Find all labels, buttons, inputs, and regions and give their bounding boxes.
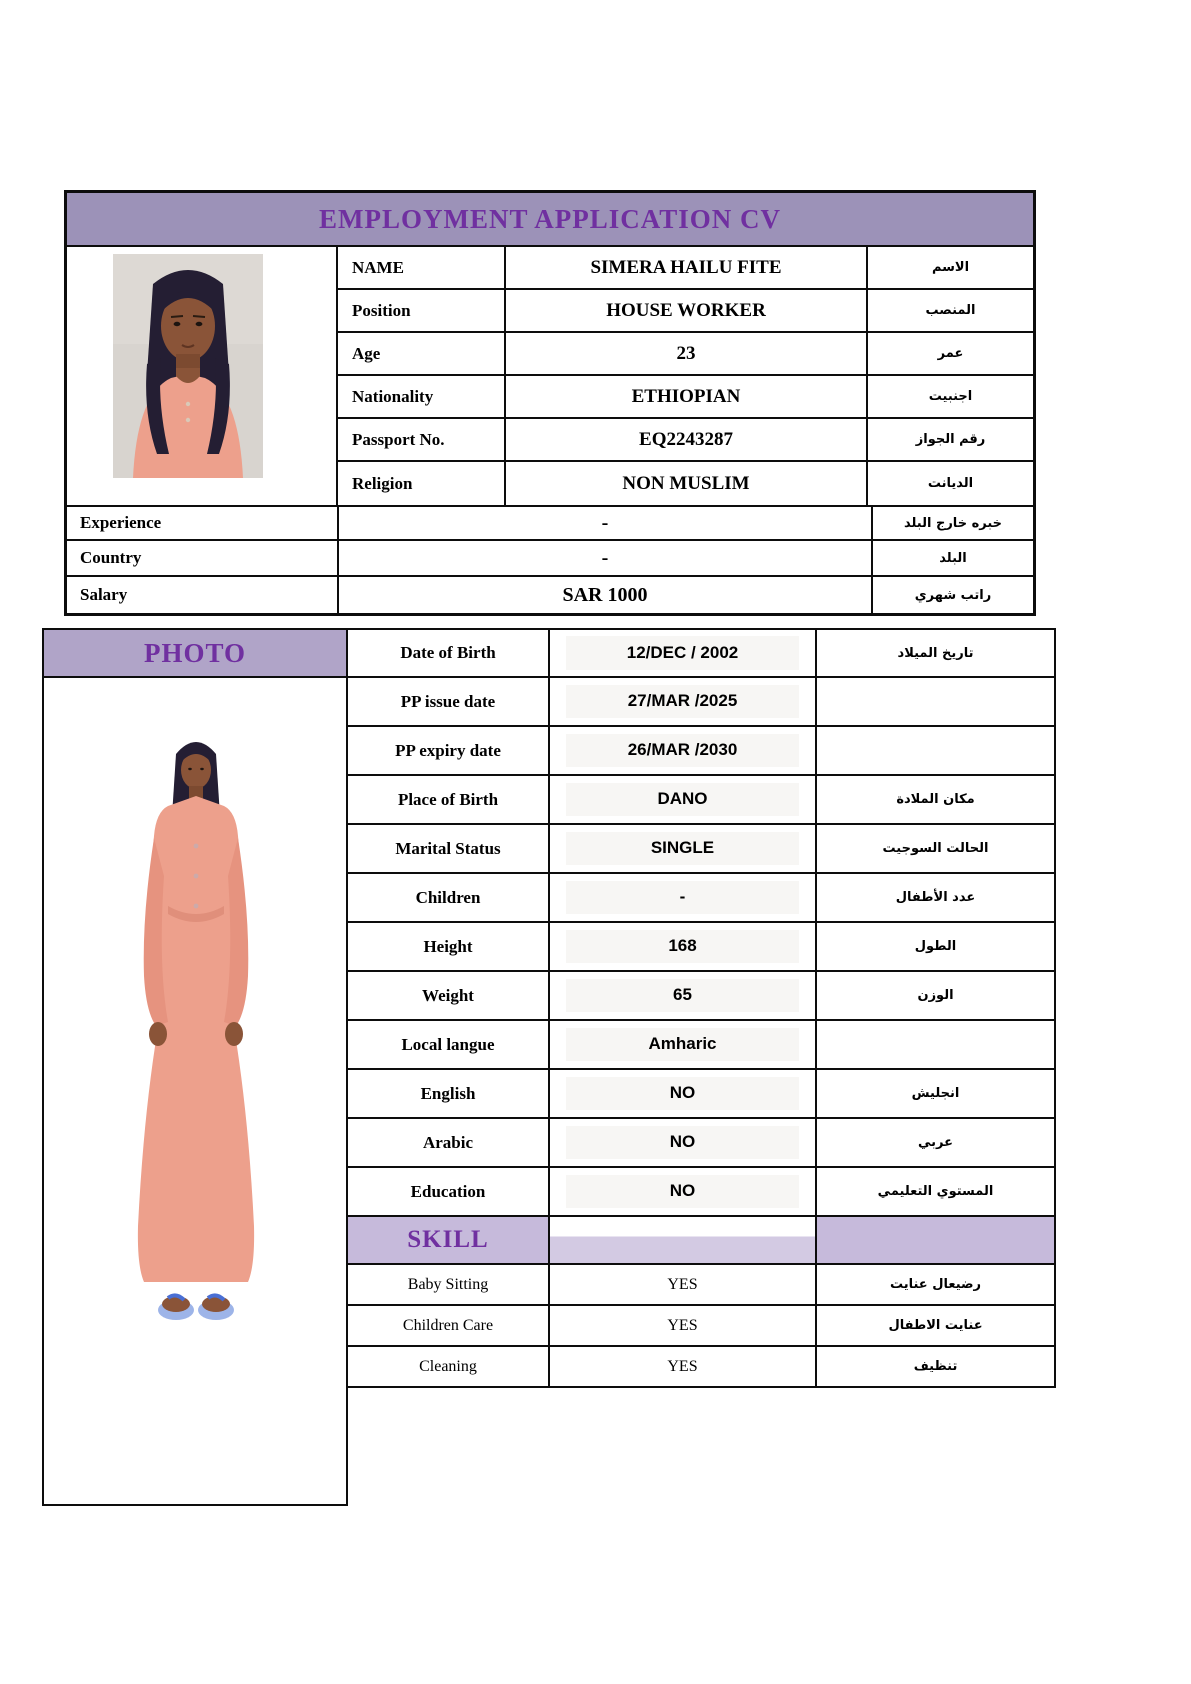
dob-value: 12/DEC / 2002 bbox=[550, 630, 817, 676]
table-row bbox=[348, 923, 1054, 972]
table-row bbox=[338, 376, 1033, 419]
passport-label-arabic: رقم الجواز bbox=[915, 432, 986, 447]
marital-label: Marital Status bbox=[348, 825, 550, 872]
table-row bbox=[348, 678, 1054, 727]
name-label-arabic: الاسم bbox=[931, 260, 970, 275]
table-row bbox=[348, 1119, 1054, 1168]
pp-expiry-label-arabic bbox=[817, 727, 1054, 774]
table-row bbox=[348, 1021, 1054, 1070]
salary-label: Salary bbox=[67, 577, 339, 613]
height-value: 168 bbox=[550, 923, 817, 970]
english-value: NO bbox=[550, 1070, 817, 1117]
arabic-language-label: Arabic bbox=[348, 1119, 550, 1166]
photo-section-header: PHOTO bbox=[42, 628, 348, 678]
birthplace-label: Place of Birth bbox=[348, 776, 550, 823]
baby-sitting-label-arabic: رضيعال عنايت bbox=[889, 1277, 982, 1292]
religion-value: NON MUSLIM bbox=[506, 462, 868, 505]
passport-value: EQ2243287 bbox=[506, 419, 868, 460]
portrait-photo-cell bbox=[67, 247, 338, 505]
name-label: NAME bbox=[338, 247, 506, 288]
pp-issue-value: 27/MAR /2025 bbox=[550, 678, 817, 725]
skill-section-header-row bbox=[348, 1217, 1054, 1265]
pp-issue-label: PP issue date bbox=[348, 678, 550, 725]
local-language-label: Local langue bbox=[348, 1021, 550, 1068]
table-row bbox=[338, 290, 1033, 333]
table-row bbox=[67, 577, 1033, 613]
weight-label: Weight bbox=[348, 972, 550, 1019]
table-row bbox=[348, 1306, 1054, 1347]
baby-sitting-value: YES bbox=[550, 1265, 817, 1304]
nationality-label-arabic: اجنبيت bbox=[928, 389, 973, 404]
arabic-language-value: NO bbox=[550, 1119, 817, 1166]
local-language-value: Amharic bbox=[550, 1021, 817, 1068]
table-row bbox=[348, 972, 1054, 1021]
passport-label: Passport No. bbox=[338, 419, 506, 460]
experience-label: Experience bbox=[67, 507, 339, 539]
salary-label-arabic: راتب شهري bbox=[914, 587, 992, 603]
religion-label-arabic: الديانت bbox=[927, 476, 974, 491]
skill-section-header: SKILL bbox=[348, 1217, 550, 1263]
position-label-arabic: المنصب bbox=[925, 303, 976, 318]
religion-label: Religion bbox=[338, 462, 506, 505]
details-table bbox=[42, 628, 1056, 1508]
height-label: Height bbox=[348, 923, 550, 970]
children-care-label: Children Care bbox=[348, 1306, 550, 1345]
children-care-label-arabic: عنايت الاطفال bbox=[888, 1318, 983, 1333]
baby-sitting-label: Baby Sitting bbox=[348, 1265, 550, 1304]
english-label: English bbox=[348, 1070, 550, 1117]
children-care-value: YES bbox=[550, 1306, 817, 1345]
table-row bbox=[338, 247, 1033, 290]
country-value: - bbox=[339, 541, 873, 575]
skill-header-spacer bbox=[550, 1217, 817, 1263]
children-label: Children bbox=[348, 874, 550, 921]
full-body-photo-cell bbox=[42, 678, 348, 1506]
education-value: NO bbox=[550, 1168, 817, 1215]
position-value: HOUSE WORKER bbox=[506, 290, 868, 331]
table-row bbox=[348, 825, 1054, 874]
table-row bbox=[348, 1070, 1054, 1119]
marital-label-arabic: الحالت السوجيت bbox=[882, 841, 989, 856]
cleaning-value: YES bbox=[550, 1347, 817, 1386]
employment-application-table bbox=[64, 190, 1036, 616]
dob-label: Date of Birth bbox=[348, 630, 550, 676]
age-value: 23 bbox=[506, 333, 868, 374]
nationality-label: Nationality bbox=[338, 376, 506, 417]
children-value: - bbox=[550, 874, 817, 921]
education-label-arabic: المستوي التعليمي bbox=[877, 1184, 994, 1199]
arabic-language-label-arabic: عربي bbox=[918, 1135, 954, 1150]
local-language-label-arabic bbox=[817, 1021, 1054, 1068]
nationality-value: ETHIOPIAN bbox=[506, 376, 868, 417]
experience-value: - bbox=[339, 507, 873, 539]
pp-expiry-value: 26/MAR /2030 bbox=[550, 727, 817, 774]
table-row bbox=[338, 462, 1033, 505]
education-label: Education bbox=[348, 1168, 550, 1215]
table-row bbox=[67, 505, 1033, 541]
table-row bbox=[348, 1265, 1054, 1306]
weight-value: 65 bbox=[550, 972, 817, 1019]
table-row bbox=[338, 419, 1033, 462]
name-value: SIMERA HAILU FITE bbox=[506, 247, 868, 288]
age-label-arabic: عمر bbox=[937, 346, 964, 361]
applicant-full-body-photo bbox=[98, 726, 294, 1350]
country-label-arabic: البلد bbox=[939, 550, 967, 566]
table-row bbox=[348, 1347, 1054, 1388]
applicant-portrait-photo bbox=[113, 254, 263, 478]
birthplace-value: DANO bbox=[550, 776, 817, 823]
table-row bbox=[338, 333, 1033, 376]
english-label-arabic: انجليش bbox=[911, 1086, 960, 1101]
dob-label-arabic: تاريخ الميلاد bbox=[897, 645, 974, 661]
age-label: Age bbox=[338, 333, 506, 374]
detail-fields bbox=[348, 628, 1056, 1388]
children-label-arabic: عدد الأطفال bbox=[895, 890, 976, 905]
pp-expiry-label: PP expiry date bbox=[348, 727, 550, 774]
table-row bbox=[348, 1168, 1054, 1217]
birthplace-label-arabic: مكان الملادة bbox=[896, 792, 975, 807]
page-title: EMPLOYMENT APPLICATION CV bbox=[67, 193, 1033, 247]
weight-label-arabic: الوزن bbox=[917, 988, 954, 1003]
country-label: Country bbox=[67, 541, 339, 575]
table-row bbox=[348, 727, 1054, 776]
height-label-arabic: الطول bbox=[914, 939, 957, 954]
pp-issue-label-arabic bbox=[817, 678, 1054, 725]
table-row bbox=[67, 541, 1033, 577]
table-row bbox=[348, 630, 1054, 678]
position-label: Position bbox=[338, 290, 506, 331]
personal-fields bbox=[338, 247, 1033, 505]
table-row bbox=[348, 776, 1054, 825]
cleaning-label: Cleaning bbox=[348, 1347, 550, 1386]
table-row bbox=[348, 874, 1054, 923]
cleaning-label-arabic: تنظيف bbox=[913, 1359, 958, 1374]
salary-value: SAR 1000 bbox=[339, 577, 873, 613]
skill-header-spacer-arabic bbox=[817, 1217, 1054, 1263]
marital-value: SINGLE bbox=[550, 825, 817, 872]
experience-label-arabic: خبره خارج البلد bbox=[903, 515, 1003, 531]
